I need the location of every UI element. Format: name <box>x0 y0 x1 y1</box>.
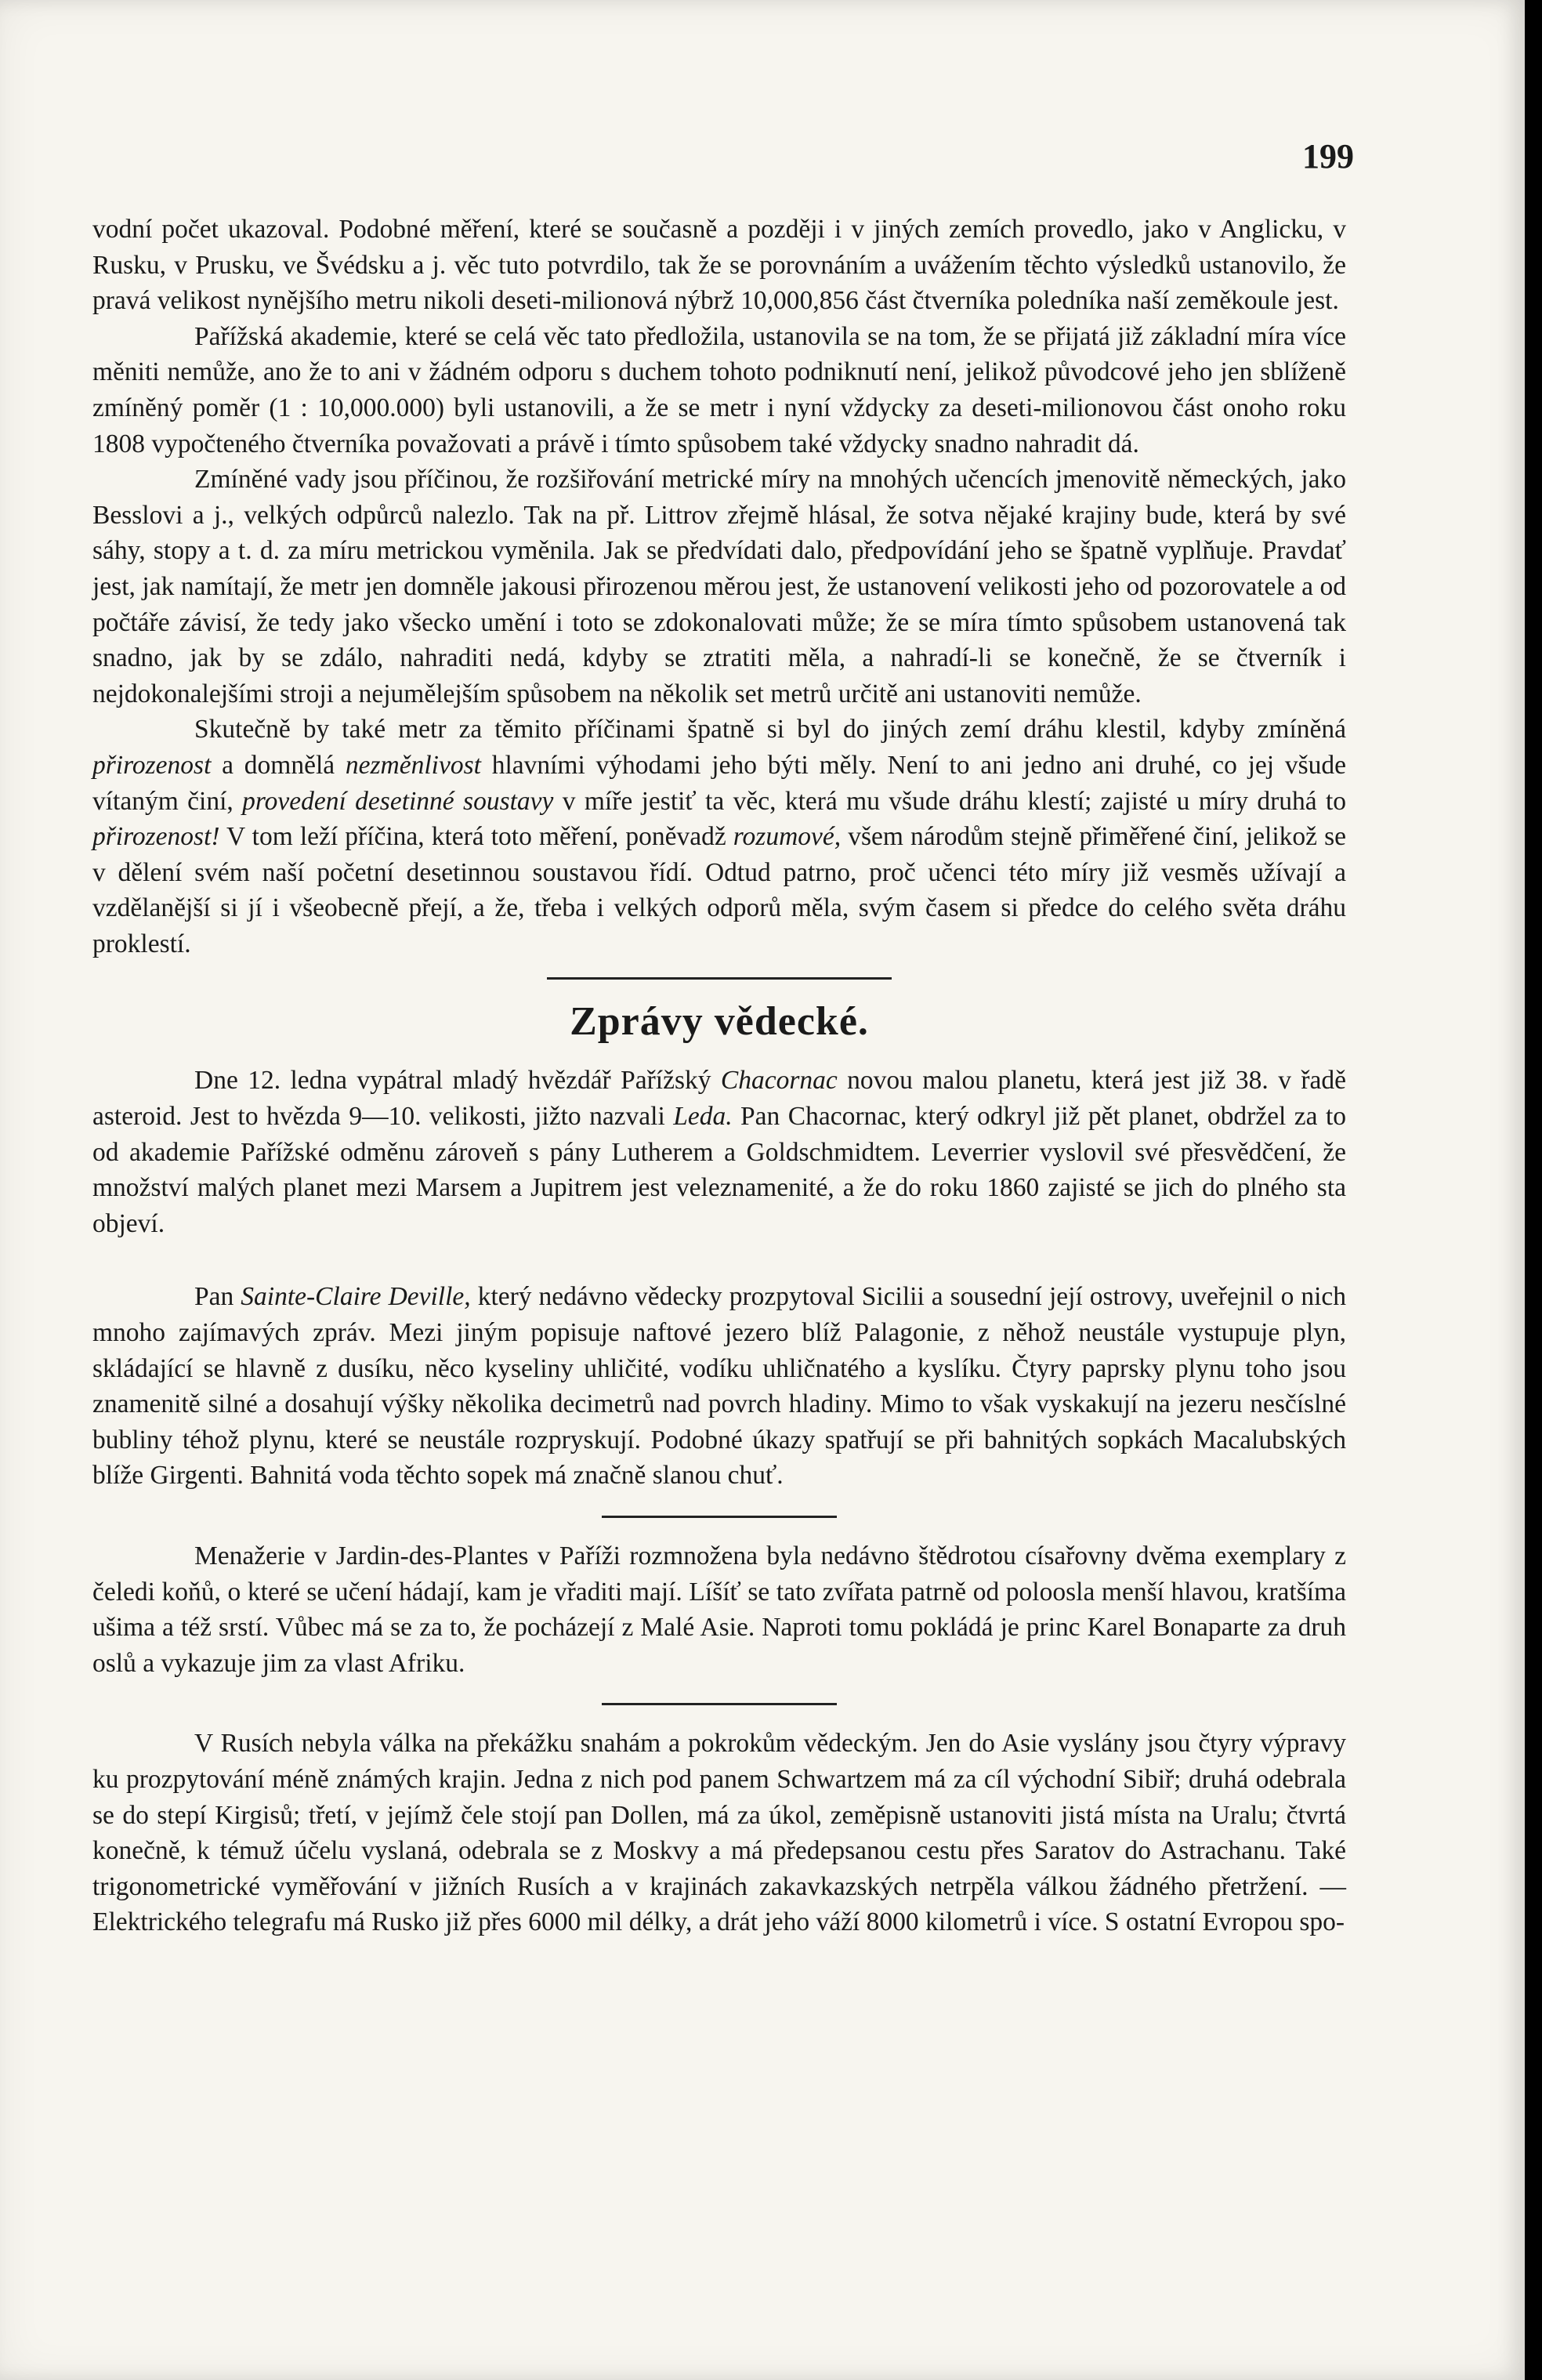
spacer <box>92 1241 1346 1279</box>
news-item: V Rusích nebyla válka na překážku snahám a pokrokům vědeckým. Jen do Asie vyslány jsou čtyry výpravy ku prozpytování méně známých krajin. Jedna z nich pod panem Schwartzem má za cíl východní Sibiř; druhá odebrala se do stepí Kirgisů; třetí, v jejímž čele stojí pan Dollen, má za úkol, zeměpisně ustanoviti jistá místa na Uralu; čtvrtá konečně, k témuž účelu vyslaná, odebrala se z Moskvy a má předepsanou cestu přes Saratov do Astrachanu. Také trigonometrické vyměřování v jižních Rusích a v krajinách zakavkazských netrpěla válkou žádného přetržení. — Elektrického telegrafu má Rusko již přes 6000 mil délky, a drát jeho váží 8000 kilometrů i více. S ostatní Evropou spo- <box>92 1729 1346 1937</box>
article-body <box>92 212 1346 1940</box>
news-item: Dne 12. ledna vypátral mladý hvězdář Pařížský Chacornac novou malou planetu, která jest již 38. v řadě asteroid. Jest to hvězda 9—10. velikosti, jižto nazvali Leda. Pan Chacornac, který odkryl již pět planet, obdržel za to od akademie Pařížské odměnu zároveň s pány Lutherem a Goldschmidtem. Leverrier vyslovil své přesvědčení, že množství malých planet mezi Marsem a Jupitrem jest veleznamenité, a že do roku 1860 zajisté se jich do plného sta objeví. <box>92 1066 1347 1238</box>
paragraph: vodní počet ukazoval. Podobné měření, které se současně a později i v jiných zemích provedlo, jako v Anglicku, v Rusku, v Prusku, ve Švédsku a j. věc tuto potvrdilo, tak že se porovnáním a uvážením těchto výsledků ustanovilo, že pravá velikost nynějšího metru nikoli deseti-milionová nýbrž 10,000,856 část čtverníka poledníka naší zeměkoule jest. <box>92 215 1346 316</box>
paragraph: Zmíněné vady jsou příčinou, že rozšiřování metrické míry na mnohých učencích jmenovitě německých, jako Besslovi a j., velkých odpůrců nalezlo. Tak na př. Littrov zřejmě hlásal, že sotva nějaké krajiny bude, která by své sáhy, stopy a t. d. za míru metrickou vyměnila. Jak se předvídati dalo, předpovídání jeho se špatně vyplňuje. Pravdať jest, jak namítají, že metr jen domněle jakousi přirozenou měrou jest, že ustanovení velikosti jeho od pozorovatele a od počtáře závisí, že tedy jako všecko umění i toto se zdokonalovati může; že se míra tímto spůsobem ustanovená tak snadno, jak by se zdálo, nahraditi nedá, kdyby se ztratiti měla, a nahradí-li se konečně, že se čtverník i nejdokonalejšími stroji a nejumělejším spůsobem na několik set metrů určitě ani ustanoviti nemůže. <box>92 465 1346 708</box>
paragraph: Skutečně by také metr za těmito příčinami špatně si byl do jiných zemí dráhu klestil, kdyby zmíněná přirozenost a domnělá nezměnlivost hlavními výhodami jeho býti měly. Není to ani jedno ani druhé, co jej všude vítaným činí, provedení desetinné soustavy v míře jestiť ta věc, která mu všude dráhu klestí; zajisté u míry druhá to přirozenost! V tom leží příčina, která toto měření, poněvadž rozumové, všem národům stejně přiměřené činí, jelikož se v dělení svém naší početní desetinnou soustavou řídí. Odtud patrno, proč učenci této míry již vesměs užívají a vzdělanější si jí i všeobecně přejí, a že, třeba i velkých odporů měla, svým časem si předce do celého světa dráhu proklestí. <box>92 715 1346 958</box>
page-number: 199 <box>1302 137 1354 176</box>
section-heading: Zprávy vědecké. <box>570 999 869 1045</box>
news-divider <box>602 1516 837 1518</box>
news-item: Menažerie v Jardin-des-Plantes v Paříži rozmnožena byla nedávno štědrotou císařovny dvěma exemplary z čeledi koňů, o které se učení hádají, kam je vřaditi mají. Líšíť se tato zvířata patrně od poloosla menší hlavou, kratšíma ušima a též srstí. Vůbec má se za to, že pocházejí z Malé Asie. Naproti tomu pokládá je princ Karel Bonaparte za druh oslů a vykazuje jim za vlast Afriku. <box>92 1541 1346 1678</box>
section-divider <box>547 977 892 980</box>
paragraph: Pařížská akademie, které se celá věc tato předložila, ustanovila se na tom, že se přijatá již základní míra více měniti nemůže, ano že to ani v žádném odporu s duchem tohoto podniknutí není, jelikož původcové jeho jen sblíženě zmíněný poměr (1 : 10,000.000) byli ustanovili, a že se metr i nyní vždycky za deseti-milionovou část onoho roku 1808 vypočteného čtverníka považovati a právě i tímto spůsobem také vždycky snadno nahradit dá. <box>92 321 1346 458</box>
news-item: Pan Sainte-Claire Deville, který nedávno vědecky prozpytoval Sicilii a sousední její ostrovy, uveřejnil o nich mnoho zajímavých zpráv. Mezi jiným popisuje naftové jezero blíž Palagonie, z něhož neustále vystupuje plyn, skládající se hlavně z dusíku, něco kyseliny uhličité, vodíku uhličnatého a kyslíku. Čtyry paprsky plynu toho jsou znamenitě silné a dosahují výšky několika decimetrů nad povrch hladiny. Mimo to však vyskakují na jezeru nesčíslné bubliny téhož plynu, které se neustále rozpryskují. Podobné úkazy spatřují se při bahnitých sopkách Macalubských blíže Girgenti. Bahnitá voda těchto sopek má značně slanou chuť. <box>92 1282 1347 1491</box>
news-divider <box>602 1703 837 1705</box>
